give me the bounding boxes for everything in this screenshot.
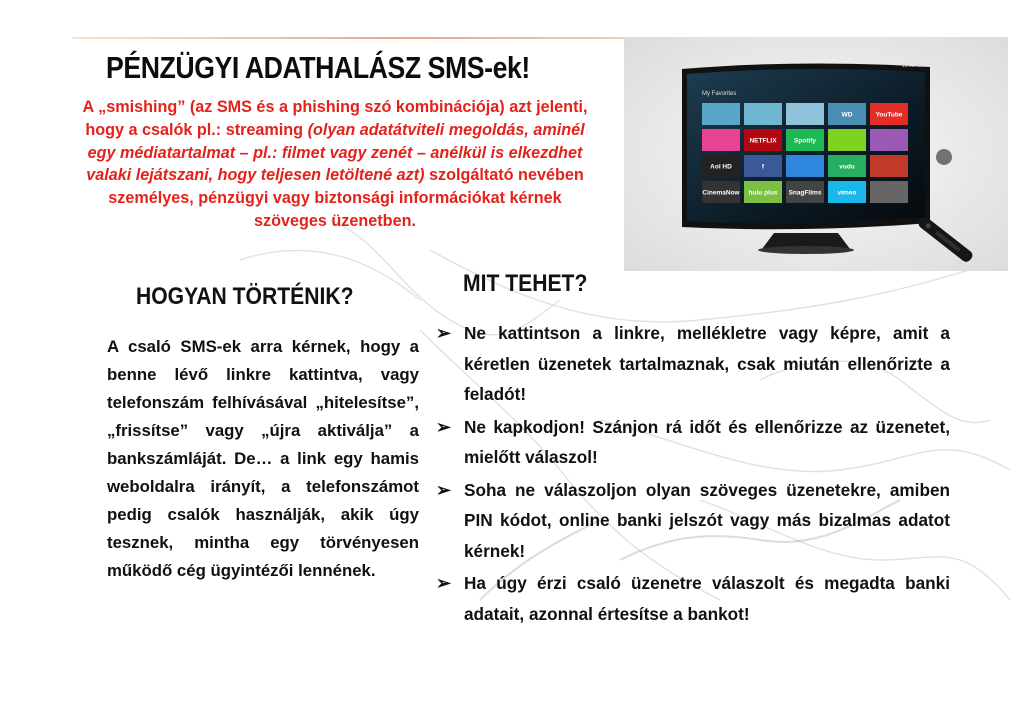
tip-item xyxy=(436,412,950,473)
tv-app-tile-label: YouTube xyxy=(875,111,903,119)
arrow-bullet-icon: ➢ xyxy=(436,479,452,500)
intro-italic-definition: (olyan adatátviteli megoldás, aminél egy médiatartalmat – pl.: filmet vagy zenét – anélkül is elkezdhet valaki lejátszani, hogy teljesen letöltené azt) xyxy=(86,120,585,185)
tv-app-tile xyxy=(786,155,824,177)
section-heading-how: HOGYAN TÖRTÉNIK? xyxy=(136,283,354,310)
tip-text: Ne kapkodjon! Szánjon rá időt és ellenőrizze az üzenetet, mielőtt válaszol! xyxy=(464,416,950,467)
top-accent-line xyxy=(72,37,632,39)
tv-app-tile xyxy=(702,103,740,125)
tv-app-tile-label: Spotify xyxy=(793,137,817,145)
smart-tv-illustration xyxy=(624,37,1008,271)
arrow-bullet-icon: ➢ xyxy=(436,416,452,437)
tv-app-tile xyxy=(702,129,740,151)
tip-text: Ha úgy érzi csaló üzenetre válaszolt és megadta banki adatait, azonnal értesítse a bankot! xyxy=(464,573,950,624)
tv-app-tile xyxy=(828,129,866,151)
tv-app-tile-label: hulu plus xyxy=(748,189,778,197)
intro-paragraph xyxy=(78,96,592,233)
tip-item xyxy=(436,568,950,629)
tv-app-tile-label: vimeo xyxy=(837,189,857,197)
tv-app-tile-label: Aol HD xyxy=(710,163,732,171)
tv-app-tile xyxy=(786,103,824,125)
tv-app-tile-label: CinemaNow xyxy=(702,189,740,197)
tv-app-tile-label: NETFLIX xyxy=(749,137,777,145)
tip-text: Soha ne válaszoljon olyan szöveges üzenetekre, amiben PIN kódot, online banki jelszót vagy más bizalmas adatot kérnek! xyxy=(464,479,950,561)
tv-app-tile-label: SnagFilms xyxy=(788,189,822,197)
tip-item xyxy=(436,318,950,410)
tv-favorites-label: My Favorites xyxy=(702,91,737,97)
smart-tv-photo xyxy=(624,37,1008,271)
tv-app-tile-label: f xyxy=(761,163,765,171)
page-title: PÉNZÜGYI ADATHALÁSZ SMS-ek! xyxy=(106,50,530,85)
intro-text-2: szolgáltató nevében személyes, pénzügyi vagy biztonsági információkat kérnek szöveges üzenetben. xyxy=(108,166,584,230)
tv-app-tile xyxy=(870,155,908,177)
tv-app-tile-label: WD xyxy=(841,111,853,119)
tv-app-tile-label: vudu xyxy=(839,163,855,171)
how-it-happens-text: A csaló SMS-ek arra kérnek, hogy a benne lévő linkre kattintva, vagy telefonszám felhívásával „hitelesítse”, „frissítse” vagy „újra aktiválja” a bankszámláját. De… a link egy hamis weboldalra irányít, a telefonszámot pedig csalók használják, akik úgy tesznek, mintha egy törvényesen működő cég ügyintézői lennének. xyxy=(107,337,419,580)
tv-app-tile xyxy=(870,181,908,203)
arrow-bullet-icon: ➢ xyxy=(436,323,452,343)
section-heading-what: MIT TEHET? xyxy=(463,270,588,297)
tv-clock: 10:12 AM xyxy=(902,63,924,69)
tip-item xyxy=(436,475,950,567)
arrow-bullet-icon: ➢ xyxy=(436,573,452,593)
tip-text: Ne kattintson a linkre, mellékletre vagy képre, amit a kéretlen üzenetek tartalmaznak, csak miután ellenőrizte a feladót! xyxy=(464,323,950,404)
tips-list xyxy=(436,318,950,631)
intro-text-1: A „smishing” (az SMS és a phishing szó kombinációja) azt jelenti, hogy a csalók pl.: streaming xyxy=(82,98,588,139)
tv-app-tile xyxy=(870,129,908,151)
tv-app-tile xyxy=(744,103,782,125)
